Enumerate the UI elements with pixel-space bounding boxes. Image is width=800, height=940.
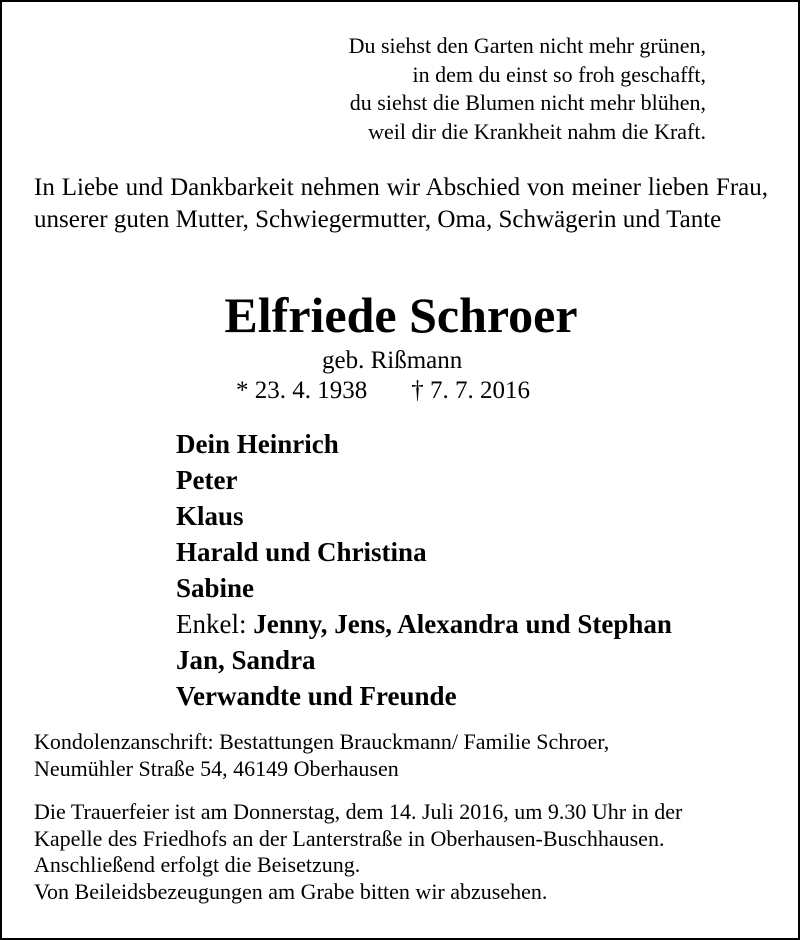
intro-text: In Liebe und Dankbarkeit nehmen wir Abschied von meiner lieben Frau, unserer guten Mutter, Schwiegermutter, Oma, Schwägerin und Tante (34, 174, 768, 233)
service-line: Kapelle des Friedhofs an der Lanterstraße in Oberhausen-Buschhausen. (34, 825, 665, 851)
poem-line: in dem du einst so froh geschafft, (412, 61, 706, 87)
grandchildren-names: Jenny, Jens, Alexandra und Stephan (253, 609, 672, 639)
poem-line: Du siehst den Garten nicht mehr grünen, (348, 33, 706, 58)
survivor-line: Dein Heinrich (176, 429, 339, 459)
service-line: Anschließend erfolgt die Beisetzung. (34, 852, 361, 877)
survivor-line: Verwandte und Freunde (176, 681, 457, 711)
death-date: † 7. 7. 2016 (411, 377, 530, 404)
survivor-line: Peter (176, 465, 238, 495)
service-line: Die Trauerfeier ist am Donnerstag, dem 14. Juli 2016, um 9.30 Uhr in der (34, 799, 683, 824)
deceased-name: Elfriede Schroer (224, 287, 578, 343)
service-line: Von Beileidsbezeugungen am Grabe bitten wir abzusehen. (34, 878, 548, 904)
maiden-name: geb. Rißmann (322, 347, 463, 374)
survivors-list (176, 426, 672, 714)
survivor-line: Jan, Sandra (176, 645, 316, 675)
condolence-address (34, 728, 609, 782)
grandchildren-line (176, 606, 672, 642)
poem-line: weil dir die Krankheit nahm die Kraft. (368, 118, 706, 144)
funeral-service-info (34, 799, 682, 905)
birth-date: * 23. 4. 1938 (236, 377, 368, 404)
survivor-line: Sabine (176, 573, 255, 603)
condolence-line: Kondolenzanschrift: Bestattungen Brauckmann/ Familie Schroer, (34, 729, 610, 754)
poem-line: du siehst die Blumen nicht mehr blühen, (349, 90, 706, 115)
survivor-line: Harald und Christina (176, 537, 427, 567)
survivor-line: Klaus (176, 501, 244, 531)
grandchildren-label: Enkel: (176, 609, 247, 639)
life-dates (236, 376, 530, 406)
poem (349, 32, 706, 146)
condolence-line: Neumühler Straße 54, 46149 Oberhausen (34, 756, 399, 781)
